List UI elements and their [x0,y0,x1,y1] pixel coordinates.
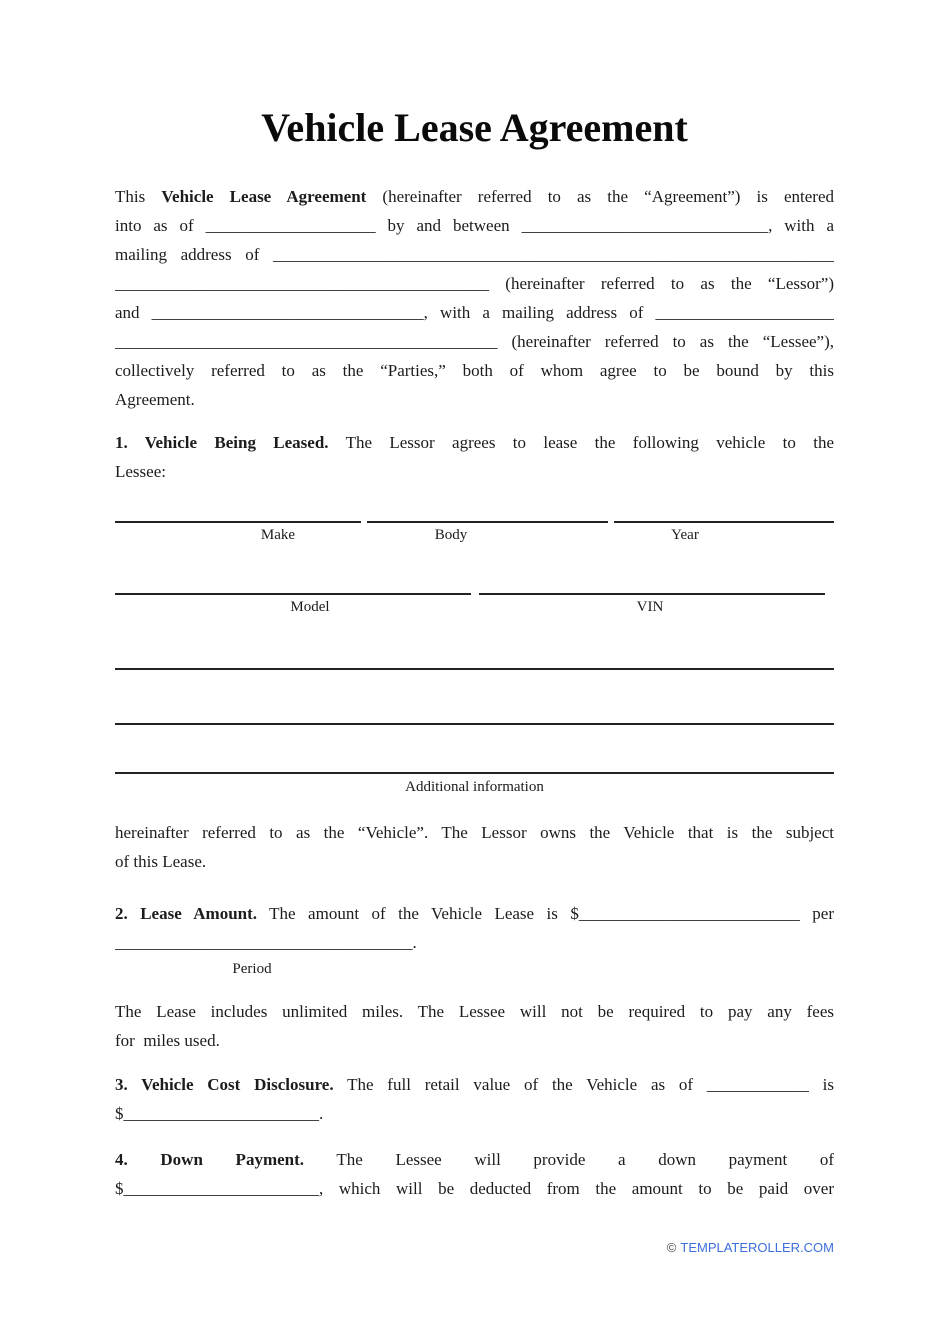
text-line [115,818,834,847]
text-segment: (hereinafter referred to as the “Lessor”) [489,274,834,293]
body-label: Body [434,527,468,543]
text-line [115,298,834,327]
text-segment: $ [115,1179,124,1198]
blank-field: ____________ [706,1075,809,1094]
section-3-vehicle-cost-disclosure [115,1070,834,1128]
text-segment: , with a mailing address of [423,303,656,322]
year-blank-line [614,501,834,523]
vehicle-field-row-1 [115,501,834,523]
text-line [115,997,834,1026]
text-line [115,356,834,385]
text-segment: , with a [768,216,834,235]
vehicle-details-fields [115,501,834,800]
document-title: Vehicle Lease Agreement [261,105,688,150]
vin-label: VIN [636,599,664,615]
vehicle-ownership-paragraph [115,818,834,876]
templateroller-link[interactable]: TEMPLATEROLLER.COM [680,1240,834,1255]
text-segment: Agreement. [115,390,195,409]
text-line [115,847,834,876]
additional-info-blank-line-2 [115,703,834,725]
text-segment: mailing address of [115,245,273,264]
text-segment: per [799,904,834,923]
text-line [115,457,834,486]
text-segment: 2. Lease Amount. [115,904,258,923]
text-segment: The Lease includes unlimited miles. The Lessee will not be required to pay any fees [115,1002,834,1021]
vehicle-field-labels-row-2 [115,595,834,619]
footer [667,1240,834,1256]
text-line [115,1174,834,1203]
text-line [115,327,834,356]
blank-field: _____________________ [655,303,834,322]
text-line [115,182,834,211]
text-line [115,211,834,240]
section-2-lease-amount [115,899,834,957]
blank-field: ____________________________________________ [115,274,489,293]
text-line [115,1145,834,1174]
model-blank-line [115,573,471,595]
period-label-row [115,957,834,981]
text-line [115,928,834,957]
text-line [115,269,834,298]
text-segment: into as of [115,216,206,235]
unlimited-miles-paragraph [115,997,834,1055]
text-segment: 4. Down Payment. [115,1150,305,1169]
text-line [115,385,834,414]
text-segment: The amount of the Vehicle Lease is $ [257,904,579,923]
text-segment: for miles used. [115,1031,220,1050]
text-segment: Lessee: [115,462,166,481]
blank-field: _____________________________________________ [115,332,498,351]
blank-field: ___________________________________ [115,933,413,952]
year-label: Year [671,527,699,543]
text-segment: The Lessee will provide a down payment of [304,1150,834,1169]
additional-info-blank-line-1 [115,648,834,670]
additional-info-blank-line-3 [115,752,834,774]
text-line [115,1070,834,1099]
text-segment: $ [115,1104,124,1123]
text-segment: and [115,303,152,322]
text-segment: 3. Vehicle Cost Disclosure. [115,1075,334,1094]
blank-field: __________________________ [578,904,800,923]
vehicle-field-labels-row-1 [115,523,834,547]
text-segment: Vehicle Lease Agreement [161,187,367,206]
text-segment: 1. Vehicle Being Leased. [115,433,329,452]
body-blank-line [367,501,608,523]
model-label: Model [290,599,330,615]
text-line [115,240,834,269]
text-segment: The full retail value of the Vehicle as of [333,1075,707,1094]
text-segment: . [412,933,417,952]
additional-information-label: Additional information [405,779,544,795]
copyright-symbol: © [666,1240,677,1255]
text-line [115,899,834,928]
section-4-down-payment [115,1145,834,1203]
text-segment: is [808,1075,834,1094]
text-segment: collectively referred to as the “Parties,” both of whom agree to be bound by this [115,361,834,380]
vehicle-field-row-2 [115,573,834,595]
blank-field: _______________________ [123,1179,319,1198]
intro-paragraph [115,182,834,414]
text-segment: of this Lease. [115,852,207,871]
period-label: Period [232,961,272,977]
blank-field: ____________________ [205,216,376,235]
section-1-vehicle-being-leased [115,428,834,486]
blank-field: _______________________ [123,1104,319,1123]
text-segment: . [319,1104,324,1123]
text-segment: This [115,187,162,206]
text-segment: (hereinafter referred to as the “Lessee”), [497,332,834,351]
blank-field: __________________________________________________________________ [273,245,834,264]
text-segment: hereinafter referred to as the “Vehicle”. The Lessor owns the Vehicle that is the subject [115,823,834,842]
text-segment: by and between [375,216,522,235]
blank-field: ________________________________ [151,303,424,322]
text-line [115,1026,834,1055]
text-line [115,428,834,457]
text-segment: , which will be deducted from the amount to be paid over [319,1179,834,1198]
make-label: Make [260,527,296,543]
blank-field: _____________________________ [521,216,769,235]
vin-blank-line [479,573,825,595]
text-segment: The Lessor agrees to lease the following vehicle to the [328,433,834,452]
text-segment: (hereinafter referred to as the “Agreement”) is entered [366,187,834,206]
text-line [115,1099,834,1128]
make-blank-line [115,501,361,523]
